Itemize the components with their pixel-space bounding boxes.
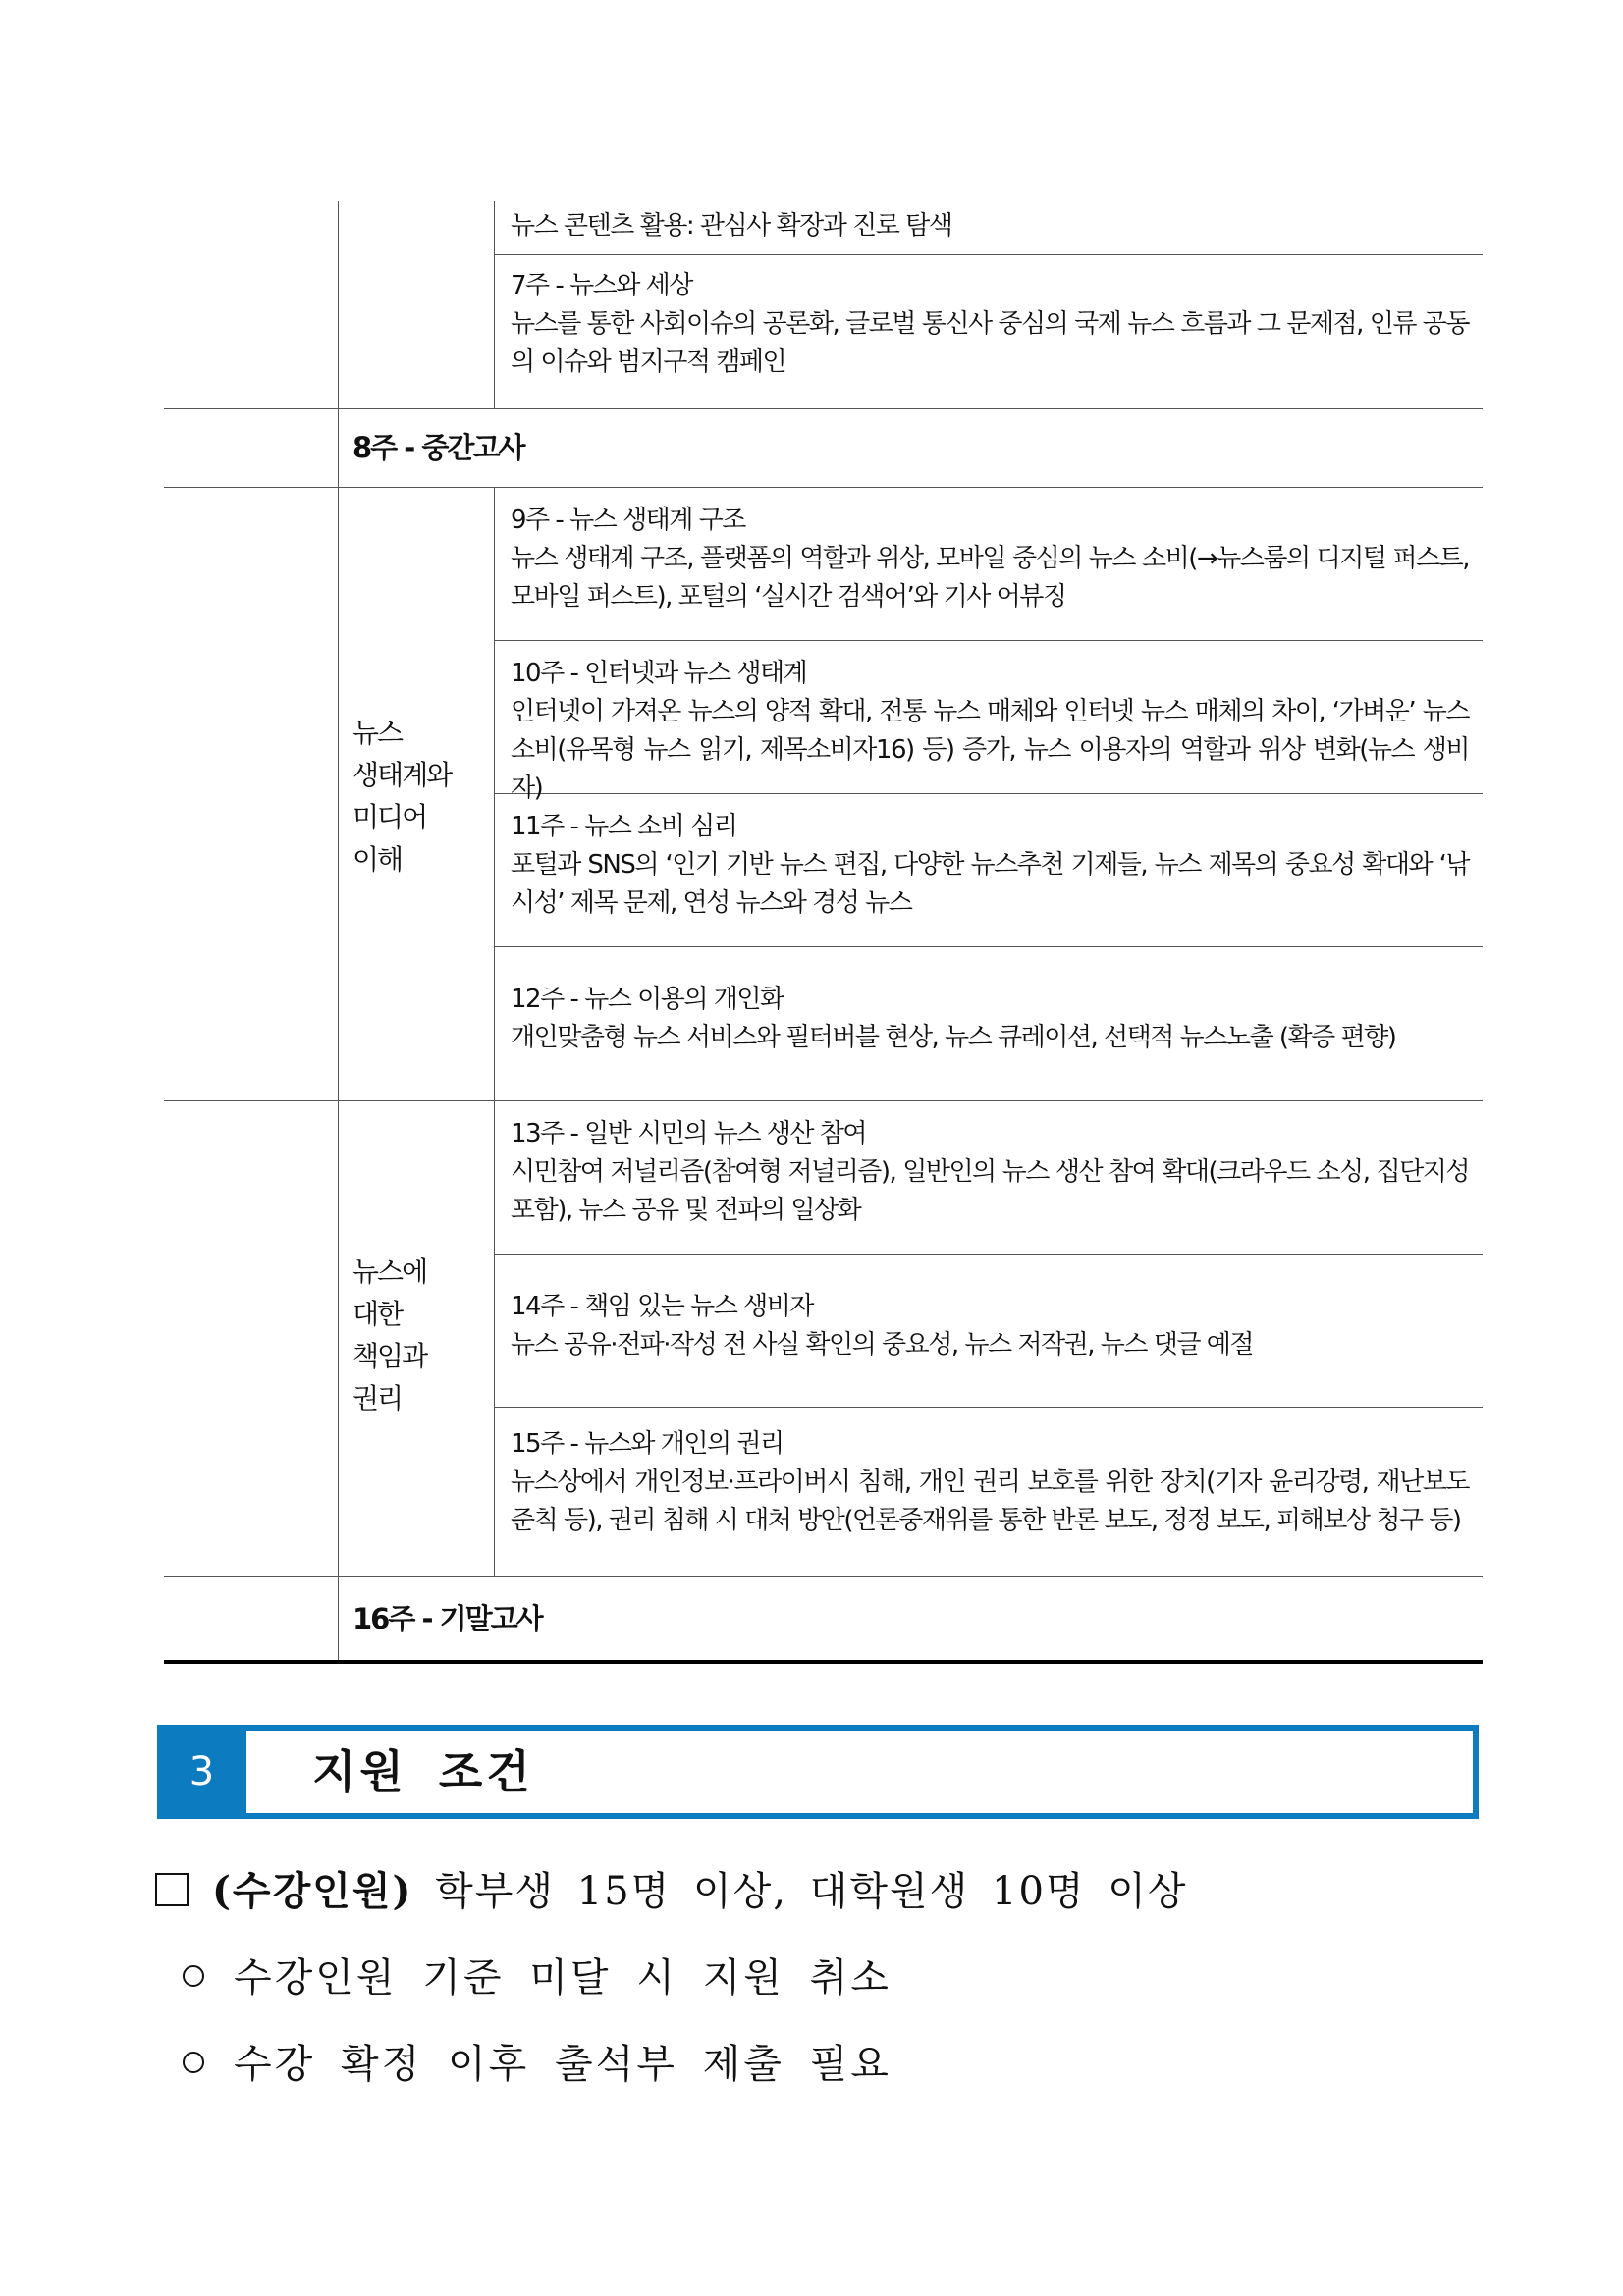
week-title: 15주 - 뉴스와 개인의 권리 [511,1429,784,1459]
week-cells [494,201,1483,408]
week-cell [495,794,1483,947]
week-description: 인터넷이 가져온 뉴스의 양적 확대, 전통 뉴스 매체와 인터넷 뉴스 매체의 차이, ‘가벼운’ 뉴스 소비(유목형 뉴스 읽기, 제목소비자16) 등) 증가, 뉴스 이용자의 역할과 위상 변화(뉴스 생비자) [511,697,1469,803]
week-title: 뉴스 콘텐츠 활용: 관심사 확장과 진로 탐색 [511,211,952,240]
week-title: 11주 - 뉴스 소비 심리 [511,812,737,841]
section-header [157,1725,1479,1819]
table-row-midterm [164,409,1483,488]
week-cell [495,1255,1483,1408]
week-cell [495,255,1483,408]
category-line: 이해 [352,843,403,876]
midterm-label: 8주 - 중간고사 [338,409,1483,487]
category-line: 권리 [352,1382,403,1415]
week-description: 뉴스상에서 개인정보·프라이버시 침해, 개인 권리 보호를 위한 장치(기자 윤리강령, 재난보도준칙 등), 권리 침해 시 대처 방안(언론중재위를 통한 반론 보도, 정정 보도, 피해보상 청구 등) [511,1468,1469,1535]
week-description: 포털과 SNS의 ‘인기 기반 뉴스 편집, 다양한 뉴스추천 기제들, 뉴스 제목의 중요성 확대와 ‘낚시성’ 제목 문제, 연성 뉴스와 경성 뉴스 [511,850,1469,918]
week-title: 12주 - 뉴스 이용의 개인화 [511,985,784,1014]
week-title: 7주 - 뉴스와 세상 [511,271,692,300]
category-line: 책임과 [352,1340,427,1372]
enrollment-label: (수강인원) [212,1868,413,1914]
week-cell [495,1101,1483,1255]
category-line: 뉴스에 [352,1255,427,1288]
week-description: 뉴스 공유·전파·작성 전 사실 확인의 중요성, 뉴스 저작권, 뉴스 댓글 예절 [511,1330,1253,1360]
section-title: 지원 조건 [312,1745,534,1798]
table-row-block-2 [164,488,1483,1101]
category-cell [338,488,494,1100]
week-title: 13주 - 일반 시민의 뉴스 생산 참여 [511,1119,866,1148]
category-line: 생태계와 [352,759,452,791]
category-line: 미디어 [352,801,427,833]
circle-bullet-icon [183,1965,204,1987]
week-cell [495,201,1483,255]
enrollment-text: 학부생 15명 이상, 대학원생 10명 이상 [435,1869,1188,1914]
checkbox-square-icon [155,1873,189,1906]
bullet-text: 수강인원 기준 미달 시 지원 취소 [234,1955,892,2001]
circle-bullet-icon [183,2052,204,2073]
week-description: 개인맞춤형 뉴스 서비스와 필터버블 현상, 뉴스 큐레이션, 선택적 뉴스노출 (확증 편향) [511,1023,1396,1052]
week-cell [495,1408,1483,1576]
table-row-block-1 [164,201,1483,409]
enrollment-bullet [183,1947,892,2002]
week-description: 뉴스를 통한 사회이슈의 공론화, 글로벌 통신사 중심의 국제 뉴스 흐름과 그 문제점, 인류 공동의 이슈와 범지구적 캠페인 [511,309,1469,377]
week-cell [495,488,1483,641]
week-cell [495,947,1483,1100]
table-row-block-3 [164,1101,1483,1577]
enrollment-bullet [183,2033,892,2089]
section-number: 3 [157,1725,246,1819]
week-cells [494,1101,1483,1576]
week-title: 10주 - 인터넷과 뉴스 생태계 [511,659,807,688]
final-exam-label: 16주 - 기말고사 [338,1577,1483,1660]
enrollment-requirement [155,1860,1188,1916]
week-title: 14주 - 책임 있는 뉴스 생비자 [511,1292,813,1321]
week-cells [494,488,1483,1100]
category-cell [338,1101,494,1576]
category-line: 뉴스 [352,717,403,749]
week-description: 시민참여 저널리즘(참여형 저널리즘), 일반인의 뉴스 생산 참여 확대(크라우드 소싱, 집단지성 포함), 뉴스 공유 및 전파의 일상화 [511,1157,1469,1225]
week-title: 9주 - 뉴스 생태계 구조 [511,506,745,535]
category-line: 대한 [352,1298,403,1330]
category-cell-empty [338,201,494,408]
bullet-text: 수강 확정 이후 출석부 제출 필요 [234,2042,892,2087]
table-row-final [164,1576,1483,1664]
week-description: 뉴스 생태계 구조, 플랫폼의 역할과 위상, 모바일 중심의 뉴스 소비(→뉴스룸의 디지털 퍼스트, 모바일 퍼스트), 포털의 ‘실시간 검색어’와 기사 어뷰징 [511,544,1469,612]
week-cell [495,641,1483,803]
curriculum-table [164,201,1483,1664]
